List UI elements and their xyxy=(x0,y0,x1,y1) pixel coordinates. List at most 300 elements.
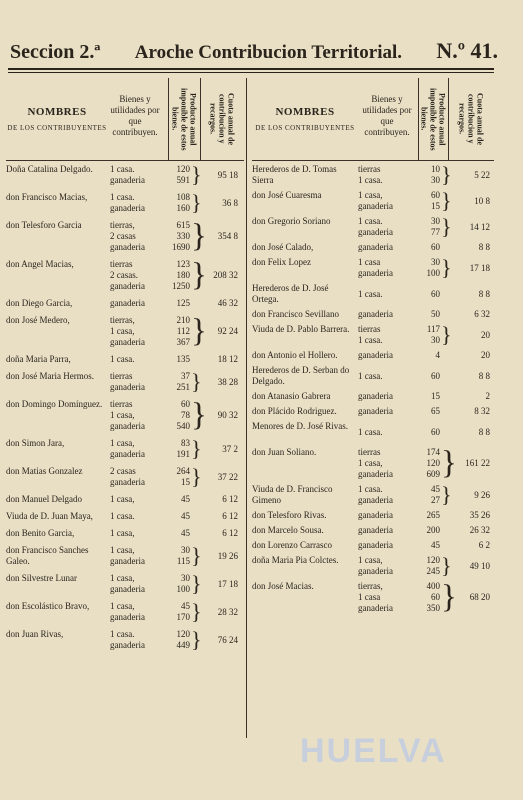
assets-list xyxy=(110,298,145,309)
product-value: 45 xyxy=(431,484,440,494)
assets-list xyxy=(358,484,393,506)
product-value: 15 xyxy=(431,201,440,211)
product-values xyxy=(416,391,440,402)
asset-item: tierras, xyxy=(358,581,383,591)
asset-item: ganaderia xyxy=(358,268,393,278)
cuota-header: Cuota anual de contribucion y recargos. xyxy=(448,78,493,160)
product-values xyxy=(416,525,440,536)
table-row xyxy=(6,164,244,192)
asset-item: 1 casa, xyxy=(110,410,135,420)
contributor-name: don Antonio el Hollero. xyxy=(252,350,338,360)
cuota-value: 49 10 xyxy=(469,560,490,571)
contributor-name: don José Cuaresma xyxy=(252,190,322,200)
contributor-name: don Manuel Delgado xyxy=(6,494,82,504)
product-value: 117 xyxy=(426,324,440,334)
cuota-value: 8 32 xyxy=(474,406,490,416)
table-row xyxy=(252,309,494,324)
assets-list xyxy=(358,324,383,346)
brace-mark: } xyxy=(191,436,202,461)
product-value: 330 xyxy=(176,231,190,241)
product-value: 100 xyxy=(426,268,440,278)
watermark: HUELVA xyxy=(300,732,447,770)
producto-header: Producto anual imponible de estos bienes. xyxy=(418,78,447,160)
product-value: 1250 xyxy=(172,281,190,291)
product-values xyxy=(166,371,190,393)
table-row xyxy=(6,220,244,259)
assets-list xyxy=(110,354,135,365)
contributor-name: don Escolástico Bravo, xyxy=(6,601,90,611)
cuota-value: 14 12 xyxy=(469,221,490,232)
cuota-value: 76 24 xyxy=(217,634,238,645)
cuota-value: 37 22 xyxy=(217,471,238,482)
asset-item: ganaderia xyxy=(358,540,393,550)
product-values xyxy=(416,350,440,361)
table-row xyxy=(252,391,494,406)
table-row xyxy=(6,315,244,354)
product-values xyxy=(166,545,190,567)
cuota-value: 8 8 xyxy=(478,426,490,437)
table-row xyxy=(6,259,244,298)
brace-mark: } xyxy=(441,553,452,578)
asset-item: 1 casa. xyxy=(358,426,383,437)
contributor-name: don Telesforo Garcia xyxy=(6,220,82,230)
table-row xyxy=(252,164,494,190)
product-value: 540 xyxy=(176,421,190,431)
product-values xyxy=(166,438,190,460)
cuota-value: 2 xyxy=(485,391,490,401)
table-row xyxy=(6,399,244,438)
asset-item: ganaderia xyxy=(358,495,393,505)
asset-item: ganaderia xyxy=(358,242,393,252)
table-row xyxy=(252,510,494,525)
page-header xyxy=(10,38,498,68)
assets-list xyxy=(110,545,145,567)
product-value: 449 xyxy=(176,640,190,650)
assets-list xyxy=(358,350,393,361)
cuota-value: 6 32 xyxy=(474,309,490,319)
contributor-name: don Silvestre Lunar xyxy=(6,573,77,583)
table-row xyxy=(252,216,494,242)
product-values xyxy=(166,511,190,522)
product-values xyxy=(166,528,190,539)
assets-list xyxy=(110,220,145,253)
product-value: 210 xyxy=(176,315,190,325)
asset-item: 1 casa, xyxy=(110,528,135,538)
cuota-value: 20 xyxy=(481,350,490,360)
contributor-name: Doña Catalina Delgado. xyxy=(6,164,93,174)
asset-item: 1 casa. xyxy=(358,370,383,381)
product-values xyxy=(416,484,440,506)
assets-list xyxy=(358,391,393,402)
cuota-value: 95 18 xyxy=(217,169,238,180)
product-values xyxy=(166,494,190,505)
table-row xyxy=(6,192,244,220)
cuota-value: 17 18 xyxy=(217,578,238,589)
assets-list xyxy=(110,601,145,623)
product-values xyxy=(166,298,190,309)
brace-mark: } xyxy=(191,464,202,489)
assets-list xyxy=(358,555,393,577)
asset-item: ganaderia xyxy=(110,337,145,347)
assets-list xyxy=(110,164,145,186)
assets-list xyxy=(110,573,145,595)
cuota-value: 161 22 xyxy=(465,458,490,468)
page-title: Aroche Contribucion Territorial. xyxy=(134,42,402,63)
contributor-name: Herederos de D. Tomas Sierra xyxy=(252,164,337,185)
asset-item: tierras, xyxy=(110,315,135,325)
asset-item: tierras, xyxy=(110,220,135,230)
brace-mark: } xyxy=(191,397,207,433)
assets-list xyxy=(358,164,383,186)
brace-mark: } xyxy=(191,313,207,349)
contributor-name: Viuda de D. Francisco Gimeno xyxy=(252,484,333,505)
product-values xyxy=(166,573,190,595)
asset-item: 1 casa, xyxy=(110,573,135,583)
product-value: 45 xyxy=(181,601,190,611)
asset-item: ganaderia xyxy=(110,612,145,622)
brace-mark: } xyxy=(191,190,202,215)
product-values xyxy=(416,510,440,521)
product-values xyxy=(166,601,190,623)
table-row xyxy=(6,371,244,399)
contributor-name: don Simon Jara, xyxy=(6,438,65,448)
table-row xyxy=(252,324,494,350)
product-values xyxy=(166,354,190,365)
asset-item: 1 casa. xyxy=(110,354,135,364)
product-value: 83 xyxy=(181,438,190,448)
cuota-value: 46 32 xyxy=(217,298,238,308)
product-value: 10 xyxy=(431,164,440,174)
asset-item: ganaderia xyxy=(110,382,145,392)
assets-list xyxy=(110,192,145,214)
asset-item: 1 casa. xyxy=(110,164,135,174)
asset-item: ganaderia xyxy=(110,203,145,213)
product-value: 112 xyxy=(176,326,190,336)
asset-item: 1 casa. xyxy=(110,629,135,639)
product-value: 60 xyxy=(431,370,440,381)
product-value: 265 xyxy=(426,510,440,520)
cuota-value: 208 32 xyxy=(213,270,238,280)
cuota-value: 10 8 xyxy=(474,195,490,206)
table-row xyxy=(252,581,494,618)
product-values xyxy=(416,324,440,346)
table-row xyxy=(6,629,244,657)
brace-mark: } xyxy=(441,322,452,347)
right-table-header xyxy=(252,78,494,161)
assets-list xyxy=(110,371,145,393)
table-row xyxy=(6,528,244,545)
cuota-value: 6 2 xyxy=(478,540,490,550)
product-values xyxy=(166,164,190,186)
product-values xyxy=(416,216,440,238)
product-value: 45 xyxy=(181,494,190,504)
contributor-name: don Diego Garcia, xyxy=(6,298,73,308)
asset-item: ganaderia xyxy=(110,281,145,291)
right-column xyxy=(252,78,494,738)
product-value: 174 xyxy=(426,447,440,457)
asset-item: ganaderia xyxy=(110,449,145,459)
cuota-value: 9 26 xyxy=(474,489,490,500)
product-value: 4 xyxy=(435,350,440,360)
product-value: 50 xyxy=(431,309,440,319)
contributor-name: don Plácido Rodriguez. xyxy=(252,406,337,416)
contributor-name: don Angel Macias, xyxy=(6,259,74,269)
brace-mark: } xyxy=(191,162,202,187)
product-values xyxy=(166,629,190,651)
assets-list xyxy=(358,242,393,253)
asset-item: 1 casa, xyxy=(110,545,135,555)
contributor-name: Menores de D. José Rivas. xyxy=(252,421,348,431)
table-row xyxy=(6,545,244,573)
asset-item: ganaderia xyxy=(110,584,145,594)
cuota-value: 36 8 xyxy=(222,197,238,208)
contributor-name: Viuda de D. Juan Maya, xyxy=(6,511,93,521)
cuota-value: 19 26 xyxy=(217,550,238,561)
contributor-name: don Benito Garcia, xyxy=(6,528,75,538)
contributor-name: don Juan Soliano. xyxy=(252,447,317,457)
product-value: 120 xyxy=(176,164,190,174)
product-value: 615 xyxy=(176,220,190,230)
contributor-name: don José Maria Hermos. xyxy=(6,371,94,381)
product-values xyxy=(416,555,440,577)
contributor-name: don Telesforo Rivas. xyxy=(252,510,327,520)
product-values xyxy=(416,427,440,438)
product-value: 15 xyxy=(181,477,190,487)
contributor-name: don Marcelo Sousa. xyxy=(252,525,324,535)
assets-list xyxy=(110,629,145,651)
table-row xyxy=(252,406,494,421)
cuota-value: 8 8 xyxy=(478,288,490,299)
product-value: 30 xyxy=(431,216,440,226)
brace-mark: } xyxy=(191,627,202,652)
asset-item: 1 casa, xyxy=(110,601,135,611)
product-value: 77 xyxy=(431,227,440,237)
product-value: 180 xyxy=(176,270,190,280)
asset-item: 2 casas xyxy=(110,231,136,241)
cuota-value: 8 8 xyxy=(478,242,490,252)
cuota-value: 8 8 xyxy=(478,370,490,381)
cuota-value: 5 22 xyxy=(474,169,490,180)
product-values xyxy=(166,220,190,253)
contributor-name: don Felix Lopez xyxy=(252,257,311,267)
asset-item: 2 casas xyxy=(110,466,136,476)
contributor-name: Viuda de D. Pablo Barrera. xyxy=(252,324,350,334)
asset-item: 1 casa. xyxy=(358,484,383,494)
table-row xyxy=(252,447,494,484)
contributor-name: don Francisco Sevillano xyxy=(252,309,339,319)
product-value: 78 xyxy=(181,410,190,420)
contributor-name: doña Maria Parra, xyxy=(6,354,71,364)
table-row xyxy=(6,601,244,629)
assets-list xyxy=(358,257,393,279)
product-values xyxy=(416,257,440,279)
cuota-value: 6 12 xyxy=(222,511,238,521)
asset-item: 1 casa. xyxy=(110,511,135,521)
cuota-value: 17 18 xyxy=(469,262,490,273)
asset-item: ganaderia xyxy=(110,640,145,650)
asset-item: ganaderia xyxy=(358,309,393,319)
contributor-name: don Lorenzo Carrasco xyxy=(252,540,332,550)
table-row xyxy=(252,283,494,309)
cuota-value: 90 32 xyxy=(217,410,238,420)
product-value: 60 xyxy=(431,426,440,437)
product-value: 120 xyxy=(426,458,440,468)
table-row xyxy=(6,466,244,494)
header-rule xyxy=(8,68,494,70)
product-value: 45 xyxy=(431,540,440,550)
asset-item: ganaderia xyxy=(358,227,393,237)
cuota-value: 20 xyxy=(481,329,490,340)
product-values xyxy=(166,399,190,432)
contributor-name: don Matias Gonzalez xyxy=(6,466,83,476)
assets-list xyxy=(358,406,393,417)
assets-list xyxy=(358,289,383,300)
product-value: 367 xyxy=(176,337,190,347)
asset-item: 1 casa, xyxy=(110,326,135,336)
contributor-name: don José Medero, xyxy=(6,315,70,325)
asset-item: tierras xyxy=(110,371,133,381)
product-values xyxy=(166,192,190,214)
cuota-value: 18 12 xyxy=(217,354,238,364)
contributor-name: doña Maria Pia Colctes. xyxy=(252,555,339,565)
product-value: 350 xyxy=(426,603,440,613)
section-label: Seccion 2.ª xyxy=(10,41,101,63)
product-value: 120 xyxy=(426,555,440,565)
product-value: 251 xyxy=(176,382,190,392)
product-value: 27 xyxy=(431,495,440,505)
product-value: 65 xyxy=(431,406,440,416)
assets-list xyxy=(358,427,383,438)
table-row xyxy=(252,540,494,555)
brace-mark: } xyxy=(441,162,452,187)
cuota-value: 6 12 xyxy=(222,528,238,538)
assets-list xyxy=(358,190,393,212)
product-value: 120 xyxy=(176,629,190,639)
cuota-value: 35 26 xyxy=(469,510,490,520)
page-number: N.º 41. xyxy=(436,38,498,63)
assets-list xyxy=(358,525,393,536)
assets-list xyxy=(110,438,145,460)
asset-item: ganaderia xyxy=(110,477,145,487)
table-row xyxy=(252,555,494,581)
asset-item: 1 casa, xyxy=(358,555,383,565)
asset-item: ganaderia xyxy=(358,510,393,520)
brace-mark: } xyxy=(441,445,457,481)
cuota-value: 92 24 xyxy=(217,326,238,336)
product-values xyxy=(416,190,440,212)
asset-item: ganaderia xyxy=(358,406,393,416)
assets-list xyxy=(358,510,393,521)
table-row xyxy=(252,421,494,447)
product-values xyxy=(166,466,190,488)
asset-item: 1 casa, xyxy=(358,190,383,200)
product-value: 123 xyxy=(176,259,190,269)
asset-item: ganaderia xyxy=(358,603,393,613)
product-value: 60 xyxy=(431,242,440,252)
product-values xyxy=(416,540,440,551)
brace-mark: } xyxy=(441,188,452,213)
asset-item: 1 casa. xyxy=(358,335,383,345)
table-row xyxy=(6,511,244,528)
contributor-name: don Atanasio Gabrera xyxy=(252,391,331,401)
contributor-name: Herederos de D. José Ortega. xyxy=(252,283,329,304)
asset-item: 1 casa. xyxy=(358,175,383,185)
product-value: 30 xyxy=(181,545,190,555)
product-value: 100 xyxy=(176,584,190,594)
product-values xyxy=(416,371,440,382)
table-row xyxy=(6,298,244,315)
product-value: 45 xyxy=(181,528,190,538)
brace-mark: } xyxy=(441,214,452,239)
product-value: 15 xyxy=(431,391,440,401)
product-value: 245 xyxy=(426,566,440,576)
table-row xyxy=(252,190,494,216)
product-value: 45 xyxy=(181,511,190,521)
table-row xyxy=(6,573,244,601)
asset-item: ganaderia xyxy=(110,421,145,431)
column-divider xyxy=(246,78,247,738)
bienes-header: Bienes y utilidades por que contribuyen. xyxy=(362,94,412,137)
asset-item: 1 casa. xyxy=(110,192,135,202)
asset-item: 1 casa. xyxy=(358,288,383,299)
product-values xyxy=(416,164,440,186)
brace-mark: } xyxy=(441,255,452,280)
bienes-header: Bienes y utilidades por que contribuyen. xyxy=(110,94,160,137)
cuota-value: 68 20 xyxy=(469,592,490,602)
product-value: 591 xyxy=(176,175,190,185)
asset-item: ganaderia xyxy=(358,469,393,479)
asset-item: 1 casa, xyxy=(358,458,383,468)
contributor-name: don Francisco Macias, xyxy=(6,192,88,202)
product-values xyxy=(416,242,440,253)
contributor-name: don Francisco Sanches Galeo. xyxy=(6,545,89,566)
asset-item: ganaderia xyxy=(110,298,145,308)
assets-list xyxy=(358,447,393,480)
product-value: 400 xyxy=(426,581,440,591)
table-row xyxy=(6,494,244,511)
asset-item: tierras xyxy=(358,324,381,334)
asset-item: ganaderia xyxy=(358,350,393,360)
product-values xyxy=(166,259,190,292)
product-value: 108 xyxy=(176,192,190,202)
asset-item: 2 casas. xyxy=(110,270,138,280)
asset-item: 1 casa, xyxy=(110,494,135,504)
product-value: 60 xyxy=(181,399,190,409)
product-value: 264 xyxy=(176,466,190,476)
assets-list xyxy=(110,511,135,522)
brace-mark: } xyxy=(191,571,202,596)
product-value: 115 xyxy=(176,556,190,566)
names-header: NOMBRES DE LOS CONTRIBUYENTES xyxy=(7,106,107,132)
asset-item: ganaderia xyxy=(110,175,145,185)
brace-mark: } xyxy=(191,543,202,568)
assets-list xyxy=(110,315,145,348)
asset-item: 1 casa xyxy=(358,592,381,602)
asset-item: ganaderia xyxy=(110,556,145,566)
cuota-value: 38 28 xyxy=(217,376,238,387)
producto-header: Producto anual imponible de estos bienes. xyxy=(168,78,199,160)
table-row xyxy=(252,484,494,510)
asset-item: ganaderia xyxy=(358,201,393,211)
asset-item: ganaderia xyxy=(358,525,393,535)
contributor-name: don Domingo Domínguez. xyxy=(6,399,103,409)
table-row xyxy=(252,365,494,391)
product-value: 170 xyxy=(176,612,190,622)
assets-list xyxy=(110,528,135,539)
contributor-name: don José Calado, xyxy=(252,242,314,252)
contributor-name: don Gregorio Soriano xyxy=(252,216,331,226)
product-values xyxy=(166,315,190,348)
